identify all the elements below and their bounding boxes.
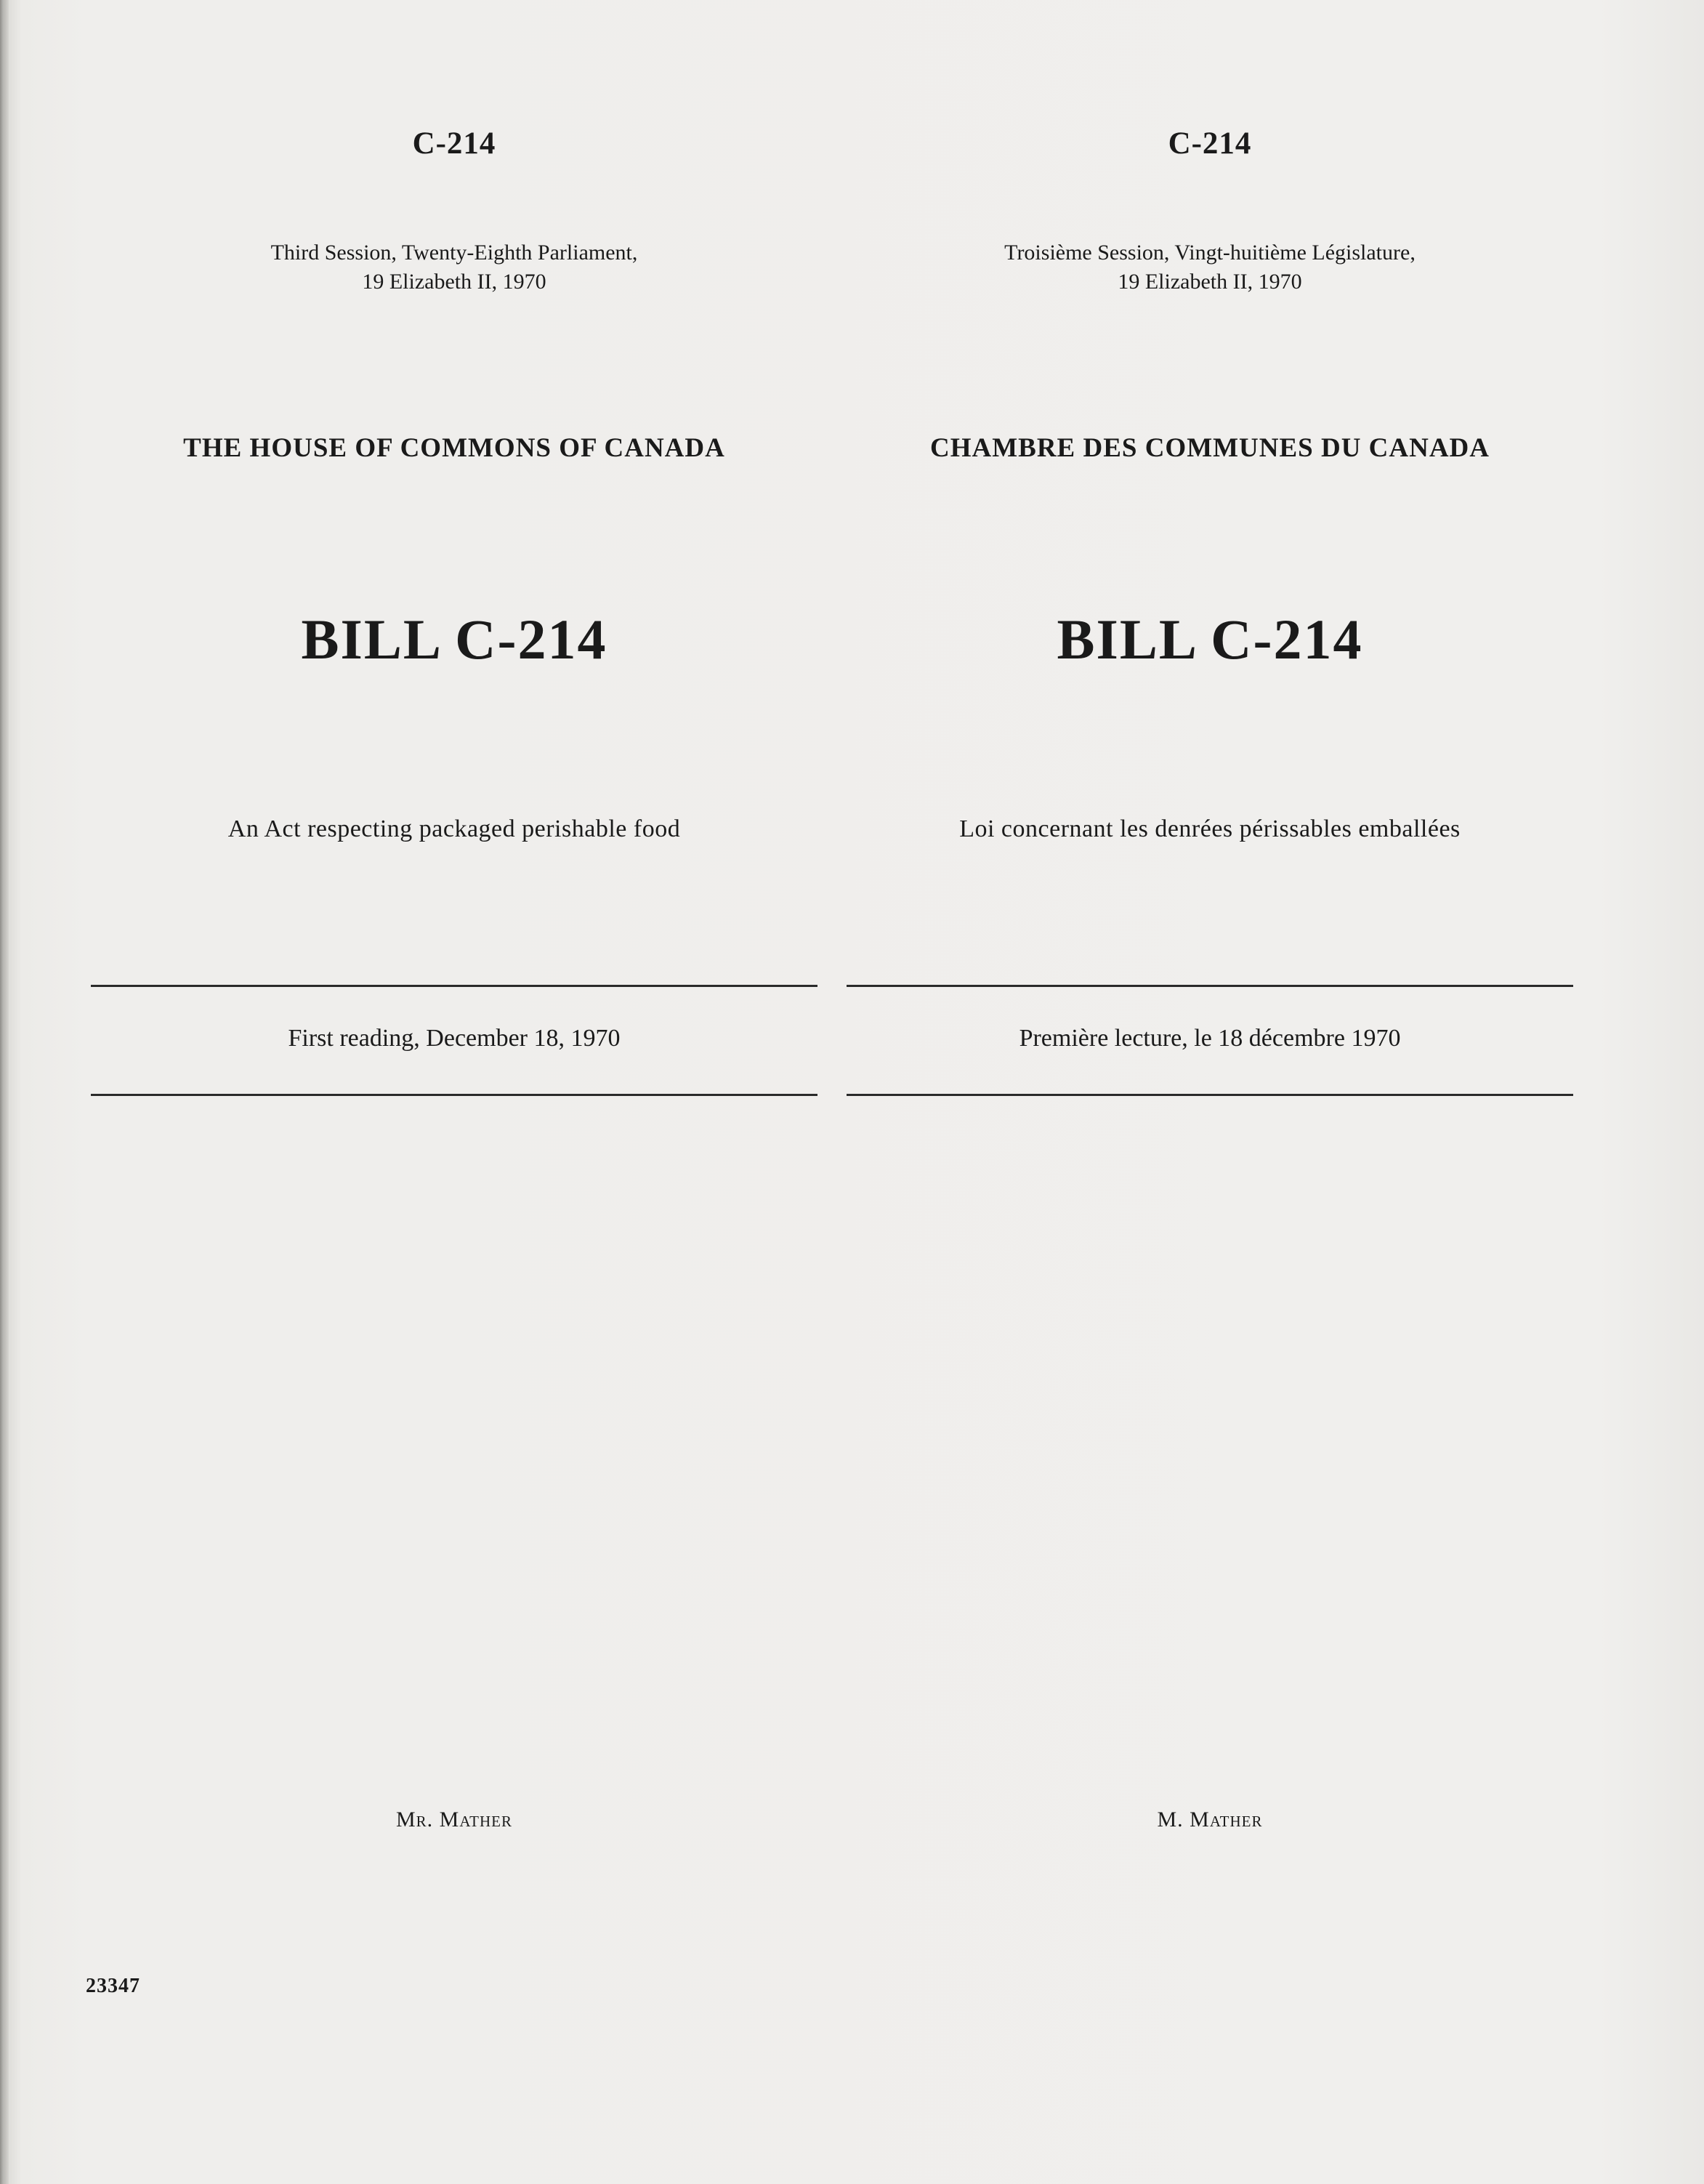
rule-top-en bbox=[91, 985, 817, 987]
rule-bottom-fr bbox=[847, 1094, 1573, 1096]
sponsor-fr: M. Mather bbox=[1157, 1808, 1263, 1832]
regnal-year-en: 19 Elizabeth II, 1970 bbox=[362, 270, 546, 294]
rule-top-fr bbox=[847, 985, 1573, 987]
act-title-fr: Loi concernant les denrées périssables emballées bbox=[959, 815, 1461, 842]
session-info-en bbox=[91, 238, 817, 297]
rule-bottom-en bbox=[91, 1094, 817, 1096]
session-info-fr bbox=[847, 238, 1573, 297]
french-column bbox=[847, 0, 1573, 2184]
regnal-year-fr: 19 Elizabeth II, 1970 bbox=[1118, 270, 1302, 294]
first-reading-en: First reading, December 18, 1970 bbox=[288, 1025, 621, 1052]
document-number: 23347 bbox=[86, 1975, 140, 1997]
bill-title-fr: BILL C-214 bbox=[1057, 608, 1363, 671]
house-name-fr: CHAMBRE DES COMMUNES DU CANADA bbox=[930, 433, 1490, 463]
page-binding-edge bbox=[0, 0, 9, 2184]
bill-number-fr: C-214 bbox=[1168, 126, 1252, 161]
english-column bbox=[91, 0, 817, 2184]
house-name-en: THE HOUSE OF COMMONS OF CANADA bbox=[183, 433, 725, 463]
first-reading-fr: Première lecture, le 18 décembre 1970 bbox=[1019, 1025, 1401, 1052]
session-line-fr: Troisième Session, Vingt-huitième Législature, bbox=[1004, 241, 1416, 265]
sponsor-en: Mr. Mather bbox=[395, 1808, 513, 1832]
bill-title-en: BILL C-214 bbox=[301, 608, 607, 671]
act-title-en: An Act respecting packaged perishable food bbox=[227, 815, 681, 842]
session-line-en: Third Session, Twenty-Eighth Parliament, bbox=[270, 241, 638, 265]
bill-number-en: C-214 bbox=[412, 126, 496, 161]
